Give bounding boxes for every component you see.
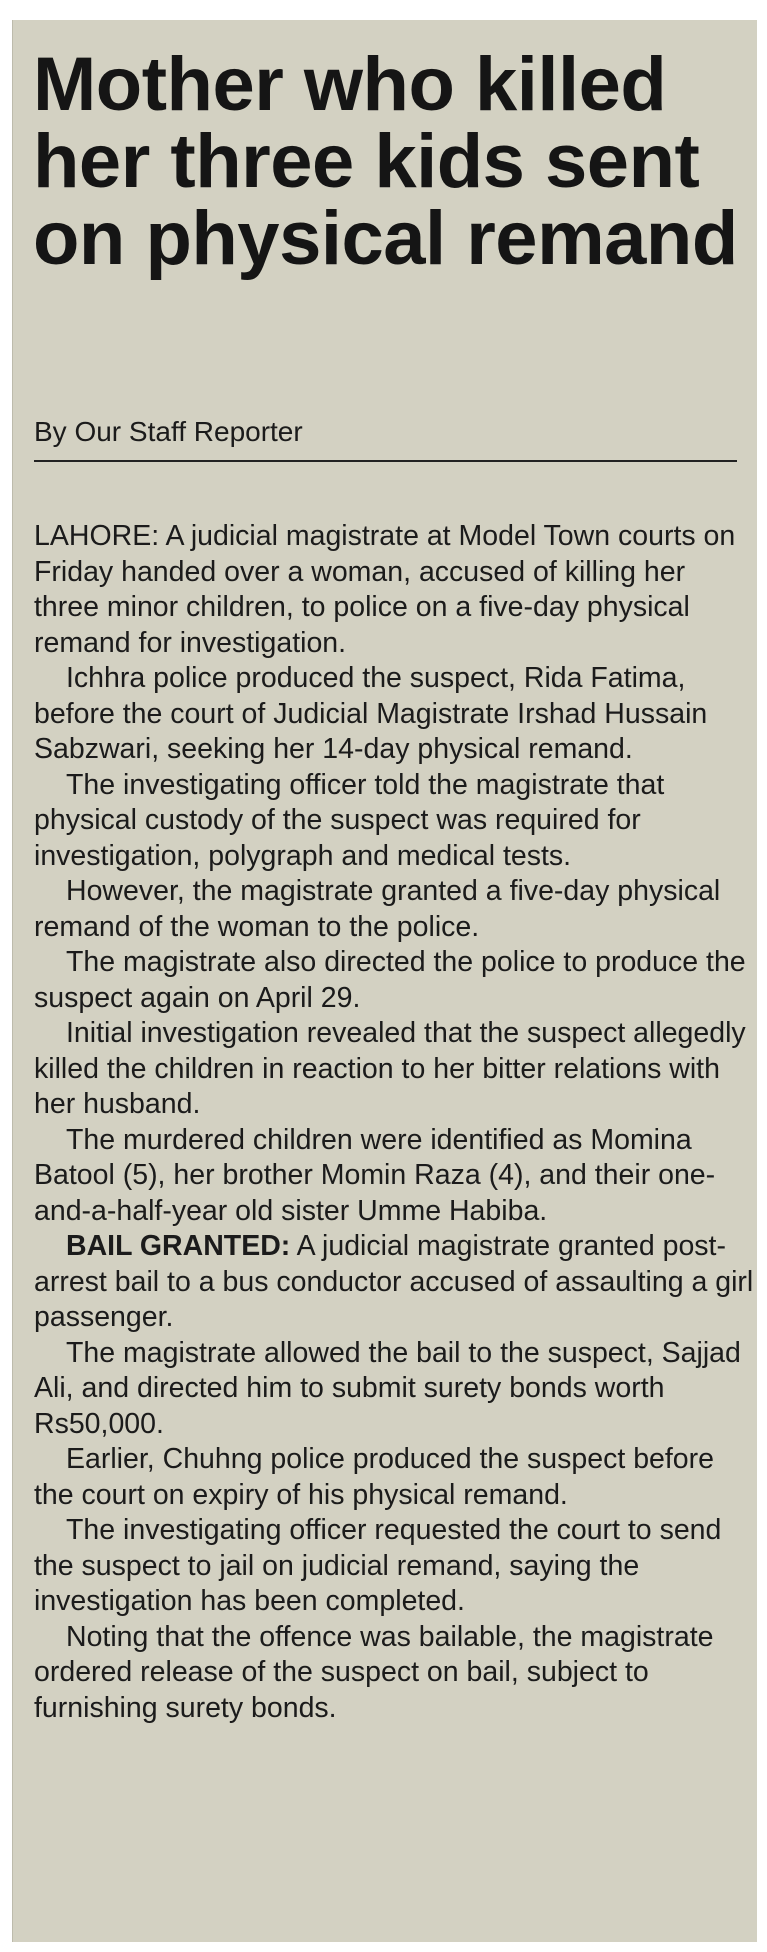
- paragraph: The magistrate also directed the police to produce the suspect again on April 29.: [34, 946, 746, 1014]
- paragraph: The investigating officer told the magistrate that physical custody of the suspect was required for investigation, polygraph and medical tests.: [34, 768, 665, 872]
- paragraph: However, the magistrate granted a five-day physical remand of the woman to the police.: [34, 875, 721, 943]
- paragraph: The magistrate allowed the bail to the suspect, Sajjad Ali, and directed him to submit surety bonds worth Rs50,000.: [34, 1336, 741, 1440]
- byline-rule: [34, 460, 737, 462]
- paragraph: Initial investigation revealed that the suspect allegedly killed the children in reaction to her bitter relations with her husband.: [34, 1017, 746, 1120]
- paragraph: Earlier, Chuhng police produced the suspect before the court on expiry of his physical remand.: [34, 1443, 714, 1511]
- paragraph-lead: LAHORE: A judicial magistrate at Model Town courts on Friday handed over a woman, accused of killing her three minor children, to police on a five-day physical remand for investigation.: [34, 520, 736, 659]
- bail-subhead: BAIL GRANTED:: [66, 1230, 291, 1262]
- bail-lead-text: A judicial magistrate granted post-arrest bail to a bus conductor accused of assaulting a girl passenger.: [34, 1230, 754, 1333]
- byline: By Our Staff Reporter: [34, 416, 303, 447]
- paragraph: Ichhra police produced the suspect, Rida Fatima, before the court of Judicial Magistrate Irshad Hussain Sabzwari, seeking her 14-day physical remand.: [34, 662, 708, 765]
- bail-paragraph: [34, 1229, 754, 1336]
- paragraph: The murdered children were identified as Momina Batool (5), her brother Momin Raza (4), and their one-and-a-half-year old sister Umme Habiba.: [34, 1123, 716, 1227]
- article-body: [34, 519, 754, 1726]
- newspaper-clipping: [12, 20, 757, 1942]
- headline: Mother who killed her three kids sent on physical remand: [33, 42, 738, 281]
- paragraph: The investigating officer requested the court to send the suspect to jail on judicial remand, saying the investigation has been completed.: [34, 1514, 722, 1617]
- paragraph: Noting that the offence was bailable, the magistrate ordered release of the suspect on bail, subject to furnishing surety bonds.: [34, 1620, 714, 1724]
